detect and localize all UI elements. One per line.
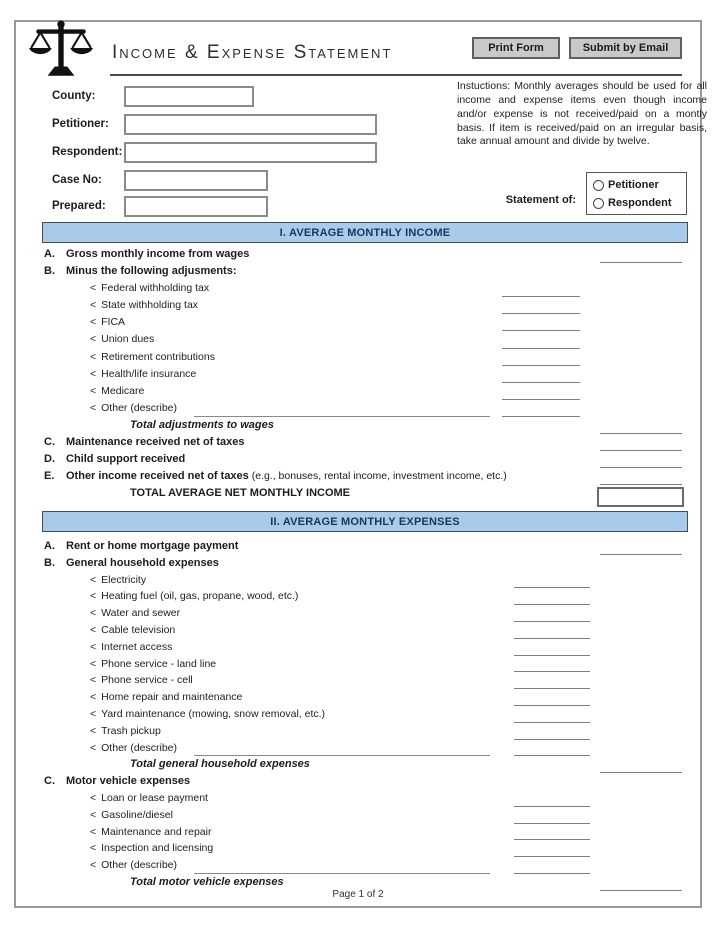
item-prefix: B.: [44, 265, 55, 278]
page-number: Page 1 of 2: [332, 889, 384, 900]
item-bullet: <: [90, 401, 97, 414]
statement-petitioner-option[interactable]: [593, 176, 686, 194]
item-label: Retirement contributions: [101, 350, 215, 363]
amount-input-line[interactable]: [600, 554, 682, 555]
amount-input-line[interactable]: [514, 705, 590, 706]
case-no-label: Case No:: [52, 174, 102, 186]
total-amount-box[interactable]: [597, 487, 684, 507]
item-label: Phone service - land line: [101, 657, 217, 670]
form-row: [16, 674, 704, 691]
income-rows: [16, 248, 704, 504]
form-row: [16, 333, 704, 350]
form-row: [16, 419, 704, 436]
item-label: Trash pickup: [101, 724, 161, 737]
amount-input-line[interactable]: [502, 382, 580, 383]
amount-input-line[interactable]: [514, 587, 590, 588]
form-row: [16, 385, 704, 402]
form-row: [16, 809, 704, 826]
item-label: Heating fuel (oil, gas, propane, wood, etc.): [101, 590, 299, 603]
form-row: [16, 436, 704, 453]
item-bullet: <: [90, 859, 97, 872]
amount-input-line[interactable]: [600, 772, 682, 773]
form-row: [16, 742, 704, 759]
item-label: Yard maintenance (mowing, snow removal, etc.): [101, 707, 326, 720]
item-label: Motor vehicle expenses: [66, 775, 191, 788]
amount-input-line[interactable]: [514, 755, 590, 756]
item-label: Phone service - cell: [101, 674, 193, 687]
amount-input-line[interactable]: [514, 655, 590, 656]
amount-input-line[interactable]: [514, 739, 590, 740]
statement-of-label: Statement of:: [505, 194, 576, 206]
prepared-input[interactable]: [124, 196, 268, 217]
amount-input-line[interactable]: [502, 348, 580, 349]
form-row: [16, 842, 704, 859]
amount-input-line[interactable]: [514, 604, 590, 605]
item-bullet: <: [90, 707, 97, 720]
item-bullet: <: [90, 724, 97, 737]
item-label: Maintenance received net of taxes: [66, 436, 245, 449]
print-form-button[interactable]: Print Form: [472, 37, 560, 59]
item-label: Minus the following adjusments:: [66, 265, 237, 278]
item-label: Total adjustments to wages: [130, 418, 274, 431]
item-label: Internet access: [101, 640, 173, 653]
item-note: (e.g., bonuses, rental income, investment income, etc.): [248, 470, 507, 483]
item-label: Rent or home mortgage payment: [66, 540, 239, 552]
item-bullet: <: [90, 842, 97, 855]
item-prefix: A.: [44, 248, 55, 260]
form-row: [16, 641, 704, 658]
form-row: [16, 557, 704, 574]
amount-input-line[interactable]: [514, 638, 590, 639]
form-title: Income & Expense Statement: [112, 42, 393, 63]
statement-of-box: [586, 172, 687, 215]
item-label: Inspection and licensing: [101, 842, 214, 855]
item-bullet: <: [90, 825, 97, 838]
petitioner-option-label: Petitioner: [608, 179, 659, 191]
item-label: TOTAL AVERAGE NET MONTHLY INCOME: [130, 487, 351, 500]
item-label: FICA: [101, 316, 126, 329]
amount-input-line[interactable]: [600, 262, 682, 263]
describe-input-line[interactable]: [194, 755, 490, 756]
submit-by-email-button[interactable]: Submit by Email: [569, 37, 682, 59]
petitioner-label: Petitioner:: [52, 118, 109, 130]
form-row: [16, 453, 704, 470]
item-bullet: <: [90, 316, 97, 329]
form-row: [16, 351, 704, 368]
amount-input-line[interactable]: [600, 484, 682, 485]
form-row: [16, 316, 704, 333]
amount-input-line[interactable]: [502, 365, 580, 366]
item-label: Electricity: [101, 573, 147, 586]
item-label: Total general household expenses: [130, 758, 310, 771]
amount-input-line[interactable]: [514, 823, 590, 824]
form-row: [16, 402, 704, 419]
item-label: Total motor vehicle expenses: [130, 875, 284, 888]
amount-input-line[interactable]: [514, 671, 590, 672]
form-row: [16, 691, 704, 708]
form-row: [16, 590, 704, 607]
item-label: Cable television: [101, 623, 176, 636]
item-label: Medicare: [101, 384, 145, 397]
amount-input-line[interactable]: [514, 839, 590, 840]
form-row: [16, 574, 704, 591]
item-label: State withholding tax: [101, 299, 199, 312]
respondent-label: Respondent:: [52, 146, 123, 158]
form-row: [16, 487, 704, 504]
item-bullet: <: [90, 623, 97, 636]
amount-input-line[interactable]: [514, 688, 590, 689]
respondent-radio-icon[interactable]: [593, 198, 604, 209]
form-row: [16, 658, 704, 675]
describe-input-line[interactable]: [194, 416, 490, 417]
form-row: [16, 708, 704, 725]
amount-input-line[interactable]: [600, 433, 682, 434]
item-prefix: D.: [44, 453, 55, 466]
form-row: [16, 299, 704, 316]
item-bullet: <: [90, 691, 97, 704]
item-label: Union dues: [101, 333, 155, 346]
form-row: [16, 248, 704, 265]
amount-input-line[interactable]: [514, 722, 590, 723]
amount-input-line[interactable]: [514, 856, 590, 857]
item-bullet: <: [90, 384, 97, 397]
form-row: [16, 758, 704, 775]
item-label: Federal withholding tax: [101, 282, 210, 295]
item-label: Maintenance and repair: [101, 825, 212, 838]
item-label: Other income received net of taxes: [66, 470, 249, 483]
amount-input-line[interactable]: [514, 873, 590, 874]
item-label: Home repair and maintenance: [101, 691, 243, 704]
item-prefix: A.: [44, 540, 55, 552]
scales-of-justice-icon: [28, 16, 94, 84]
item-bullet: <: [90, 350, 97, 363]
item-label: Other (describe): [101, 741, 177, 754]
county-label: County:: [52, 90, 96, 102]
amount-input-line[interactable]: [514, 806, 590, 807]
expense-rows: [16, 540, 704, 893]
item-label: Other (describe): [101, 401, 177, 414]
amount-input-line[interactable]: [502, 330, 580, 331]
form-row: [16, 624, 704, 641]
form-row: [16, 725, 704, 742]
item-bullet: <: [90, 640, 97, 653]
form-row: [16, 368, 704, 385]
form-row: [16, 470, 704, 487]
item-bullet: <: [90, 674, 97, 687]
item-bullet: <: [90, 333, 97, 346]
form-row: [16, 265, 704, 282]
amount-input-line[interactable]: [502, 399, 580, 400]
form-row: [16, 775, 704, 792]
item-bullet: <: [90, 657, 97, 670]
amount-input-line[interactable]: [502, 296, 580, 297]
item-prefix: B.: [44, 556, 55, 569]
item-bullet: <: [90, 808, 97, 821]
item-prefix: C.: [44, 775, 55, 788]
amount-input-line[interactable]: [502, 416, 580, 417]
item-bullet: <: [90, 607, 97, 620]
item-bullet: <: [90, 573, 97, 586]
form-row: [16, 826, 704, 843]
item-label: Water and sewer: [101, 607, 181, 620]
income-section-header: I. AVERAGE MONTHLY INCOME: [42, 222, 688, 243]
form-row: [16, 607, 704, 624]
amount-input-line[interactable]: [600, 467, 682, 468]
item-label: Health/life insurance: [101, 367, 197, 380]
statement-respondent-option[interactable]: [593, 194, 686, 212]
instructions-text: Instuctions: Monthly averages should be used for all income and expense items even though income and/or expense is not received/paid on a montly basis. If item is received/paid on an irregular basis, take annual amount and divide by twelve.: [457, 80, 707, 148]
item-bullet: <: [90, 791, 97, 804]
expense-section-header: II. AVERAGE MONTHLY EXPENSES: [42, 511, 688, 532]
amount-input-line[interactable]: [514, 621, 590, 622]
item-bullet: <: [90, 282, 97, 295]
item-label: General household expenses: [66, 556, 219, 569]
county-input[interactable]: [124, 86, 254, 107]
item-bullet: <: [90, 299, 97, 312]
prepared-label: Prepared:: [52, 200, 106, 212]
item-label: Gasoline/diesel: [101, 808, 173, 821]
header-divider: [110, 74, 682, 76]
item-label: Child support received: [66, 453, 186, 466]
income-expense-form: [14, 20, 707, 908]
describe-input-line[interactable]: [194, 873, 490, 874]
respondent-input[interactable]: [124, 142, 377, 163]
item-prefix: E.: [44, 470, 55, 483]
item-bullet: <: [90, 741, 97, 754]
form-row: [16, 792, 704, 809]
amount-input-line[interactable]: [502, 313, 580, 314]
item-label: Other (describe): [101, 859, 177, 872]
form-row: [16, 282, 704, 299]
respondent-option-label: Respondent: [608, 197, 672, 209]
case-no-input[interactable]: [124, 170, 268, 191]
form-row: [16, 540, 704, 557]
item-prefix: C.: [44, 436, 55, 449]
form-row: [16, 859, 704, 876]
petitioner-input[interactable]: [124, 114, 377, 135]
item-bullet: <: [90, 590, 97, 603]
item-label: Loan or lease payment: [101, 791, 208, 804]
item-label: Gross monthly income from wages: [66, 248, 250, 260]
amount-input-line[interactable]: [600, 450, 682, 451]
item-bullet: <: [90, 367, 97, 380]
petitioner-radio-icon[interactable]: [593, 180, 604, 191]
